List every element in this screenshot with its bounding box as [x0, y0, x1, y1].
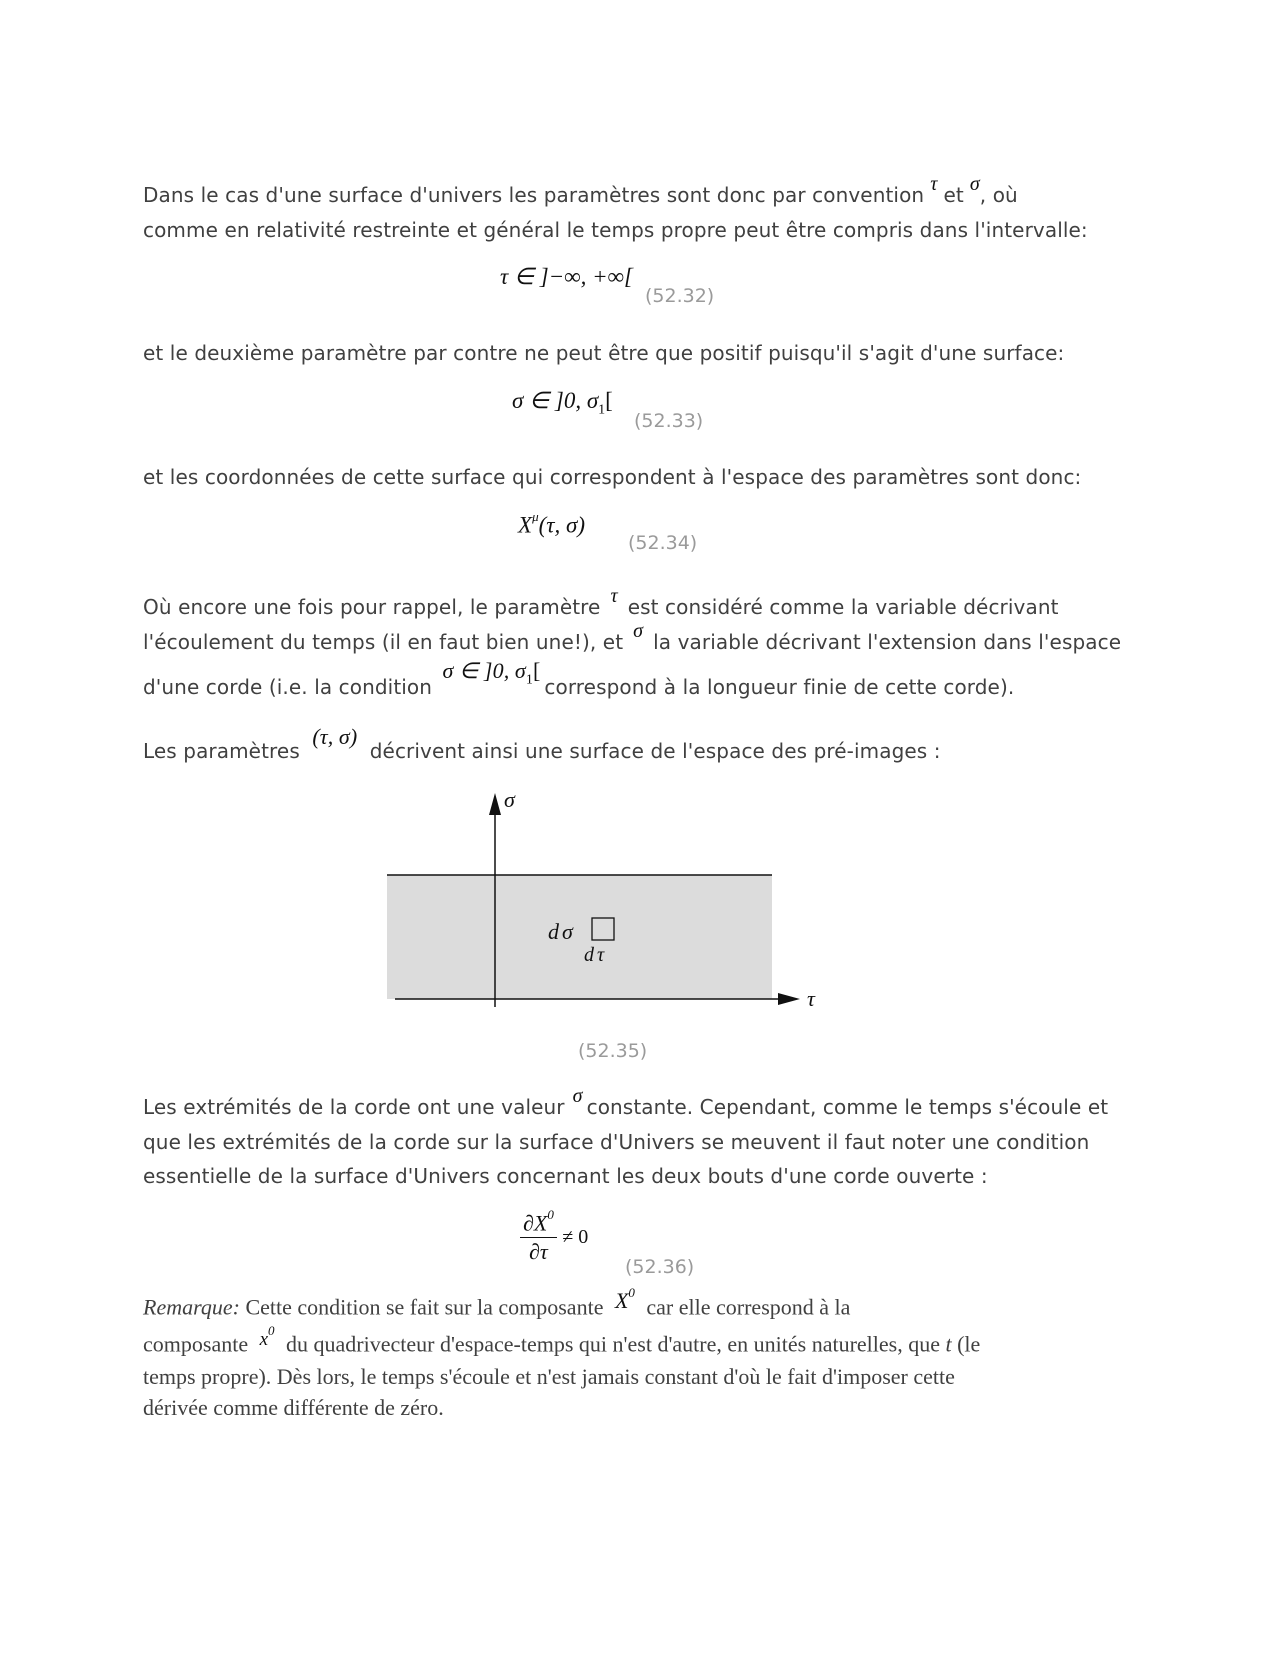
equation-52-32: [500, 264, 633, 290]
inline-condition-bracket: [: [532, 658, 541, 683]
text-et: et: [943, 183, 964, 207]
text-p4-c: l'écoulement du temps (il en faut bien une!), et: [143, 630, 624, 654]
text-p4-e: d'une corde (i.e. la condition: [143, 675, 433, 699]
equation-52-36-numerator: [520, 1207, 557, 1238]
text-p4-d: la variable décrivant l'extension dans l'espace: [653, 630, 1122, 654]
equation-52-33: [512, 388, 613, 419]
paragraph-2: [143, 336, 1143, 370]
text-p6-c: que les extrémités de la corde sur la surface d'Univers se meuvent il faut noter une condition: [143, 1130, 1090, 1154]
equation-52-33-bracket: [: [605, 388, 613, 413]
figure-caption-52-35: (52.35): [578, 1040, 648, 1062]
equation-52-34: [518, 509, 585, 539]
text-remark-d: du quadrivecteur d'espace-temps qui n'est d'autre, en unités naturelles, que: [286, 1331, 940, 1357]
symbol-sigma: σ: [969, 173, 980, 195]
text-remark-c: composante: [143, 1331, 249, 1357]
symbol-x0-sup: 0: [268, 1323, 275, 1338]
equation-52-34-superscript: μ: [532, 509, 539, 524]
equation-52-36-denominator: ∂τ: [529, 1239, 548, 1265]
equation-number-52-32: (52.32): [645, 285, 715, 307]
text-p6-b: constante. Cependant, comme le temps s'écoule et: [586, 1095, 1109, 1119]
inline-condition-body: σ ∈ ]0, σ: [442, 658, 526, 683]
text-remark-b: car elle correspond à la: [646, 1294, 851, 1320]
equation-number-52-34: (52.34): [628, 532, 698, 554]
text-p4-f: correspond à la longueur finie de cette corde).: [544, 675, 1015, 699]
text-remark-f: temps propre). Dès lors, le temps s'écoule et n'est jamais constant d'où le fait d'imposer cette: [143, 1364, 955, 1390]
tau-axis-label: τ: [807, 986, 815, 1011]
text-p1-c: comme en relativité restreinte et général le temps propre peut être compris dans l'intervalle:: [143, 218, 1088, 242]
text-p2: et le deuxième paramètre par contre ne peut être que positif puisqu'il s'agit d'une surface:: [143, 341, 1065, 365]
tau-axis-arrow: [778, 993, 800, 1005]
remark-paragraph-cont: [143, 1324, 1143, 1423]
paragraph-3: [143, 460, 1143, 494]
paragraph-4: [143, 585, 1143, 660]
d-sigma-label: dσ: [548, 919, 576, 944]
text-remark-g: dérivée comme différente de zéro.: [143, 1395, 444, 1421]
text-remark-e: (le: [957, 1331, 981, 1357]
equation-52-33-subscript: 1: [598, 402, 606, 418]
remark-paragraph: [143, 1286, 1143, 1322]
parameter-region: [387, 875, 772, 999]
remark-label: Remarque:: [143, 1294, 240, 1320]
text-p4-a: Où encore une fois pour rappel, le paramètre: [143, 595, 601, 619]
symbol-tau: τ: [930, 173, 938, 195]
equation-52-36-fraction: [520, 1207, 557, 1265]
paragraph-5: [143, 724, 1143, 768]
symbol-x0: [259, 1323, 275, 1351]
text-p1-a: Dans le cas d'une surface d'univers les paramètres sont donc par convention: [143, 183, 925, 207]
text-p6-a: Les extrémités de la corde ont une valeur: [143, 1095, 565, 1119]
inline-condition: [442, 658, 541, 688]
paragraph-1: [143, 173, 1143, 247]
d-tau-label: dτ: [584, 944, 608, 966]
symbol-X0-base: X: [614, 1288, 629, 1314]
symbol-tau: τ: [610, 585, 618, 607]
equation-52-33-body: σ ∈ ]0, σ: [512, 388, 599, 413]
numerator-superscript: 0: [547, 1207, 554, 1222]
text-p3: et les coordonnées de cette surface qui correspondent à l'espace des paramètres sont donc:: [143, 465, 1082, 489]
symbol-sigma: σ: [633, 620, 644, 642]
equation-52-36: [520, 1207, 589, 1265]
parameter-space-figure: [380, 785, 830, 1015]
sigma-axis-arrow: [489, 793, 501, 815]
symbol-X0-sup: 0: [628, 1285, 635, 1300]
inline-condition-subscript: 1: [525, 672, 533, 688]
symbol-X0: [614, 1285, 635, 1314]
equation-52-34-args: (τ, σ): [538, 512, 585, 538]
text-p5-b: décrivent ainsi une surface de l'espace des pré-images :: [369, 739, 941, 763]
symbol-t: t: [945, 1331, 952, 1357]
equation-52-32-body: τ ∈ ]−∞, +∞[: [500, 264, 634, 289]
text-p4-b: est considéré comme la variable décrivant: [627, 595, 1059, 619]
numerator-text: ∂X: [523, 1210, 548, 1236]
paragraph-4-line-3: [143, 658, 1143, 713]
symbol-sigma: σ: [572, 1085, 583, 1107]
equation-number-52-36: (52.36): [625, 1256, 695, 1278]
paragraph-6: [143, 1085, 1143, 1193]
equation-52-34-X: X: [518, 512, 533, 538]
symbol-x0-base: x: [259, 1329, 269, 1351]
text-remark-a: Cette condition se fait sur la composante: [245, 1294, 604, 1320]
text-p6-d: essentielle de la surface d'Univers concernant les deux bouts d'une corde ouverte :: [143, 1164, 988, 1188]
sigma-axis-label: σ: [504, 787, 515, 812]
symbol-tau-sigma-pair: (τ, σ): [312, 724, 358, 749]
equation-52-36-relation: ≠ 0: [562, 1226, 589, 1249]
text-p5-a: Les paramètres: [143, 739, 300, 763]
equation-number-52-33: (52.33): [634, 410, 704, 432]
text-p1-b: , où: [979, 183, 1018, 207]
